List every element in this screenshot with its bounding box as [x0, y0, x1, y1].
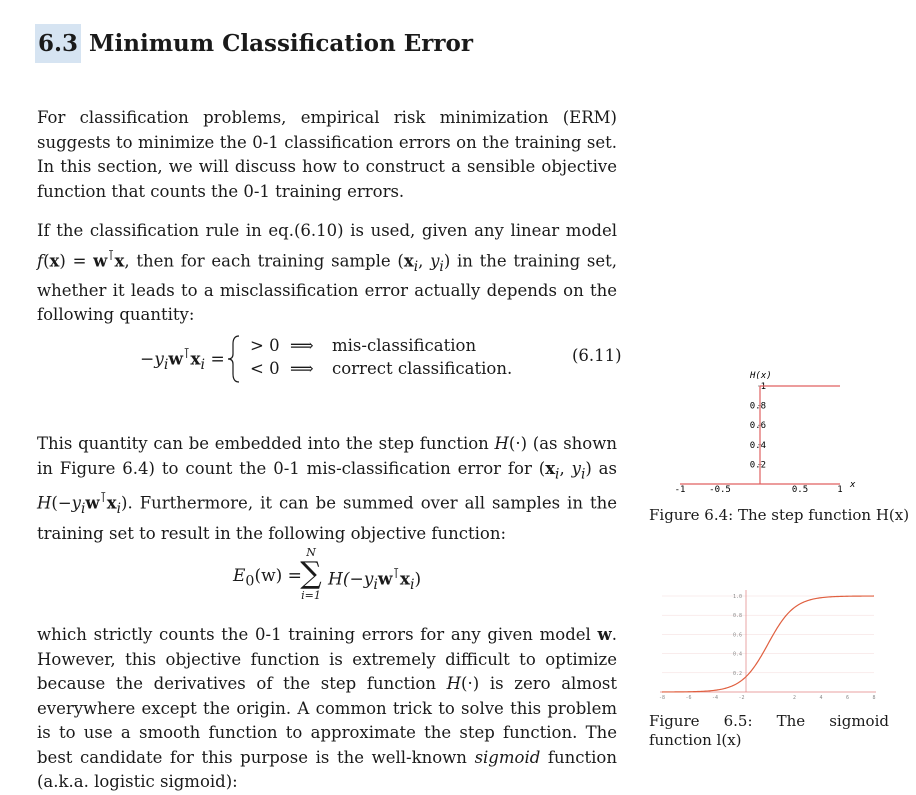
sigmoid-xtick-label: 8	[872, 695, 876, 701]
step-xtick-label: -1	[674, 485, 686, 495]
step-ylabel: H(x)	[750, 371, 772, 381]
step-ytick-label: 0.4	[749, 440, 766, 451]
sigmoid-xtick-label: -8	[658, 695, 666, 701]
sigmoid-xtick-label: 2	[792, 695, 797, 701]
fig64-caption: Figure 6.4: The step function H(x)	[649, 506, 910, 524]
paragraph-erm: For classification problems, empirical risk minimization (ERM) suggests to minimize the 0-1 classification errors on the training set. In this section, we will discuss how to construct a sensible objective function that counts the 0-1 training errors.	[37, 108, 617, 201]
step-xtick-label: 0.5	[791, 485, 809, 495]
left-brace-icon	[225, 334, 245, 384]
section-number: 6.3	[35, 24, 81, 63]
sum-sigma-icon: ∑	[300, 556, 322, 591]
sigmoid-xtick-label: 4	[819, 695, 823, 701]
sigmoid-ytick-label: 0.2	[732, 670, 742, 677]
section-title: Minimum Classification Error	[89, 30, 473, 57]
step-ytick-label: 1	[760, 382, 766, 392]
sigmoid-curve	[662, 596, 874, 692]
eq611-case-1: > 0 ⟹ mis-classification	[250, 336, 477, 355]
objective-rhs: $H(-y_iw^⊺x_i)$	[328, 566, 422, 594]
sum-upper-limit: N	[306, 546, 316, 559]
step-ytick-label: 0.8	[749, 401, 766, 412]
objective-lhs: $E_0(w)$ =	[233, 566, 302, 590]
eq611-cases	[250, 334, 512, 380]
sigmoid-ytick-label: 0.6	[732, 632, 742, 639]
sigmoid-xtick-label: -2	[738, 695, 745, 701]
sigmoid-ytick-label: 0.8	[732, 613, 742, 620]
step-ytick-label: 0.2	[749, 460, 766, 471]
section-heading	[35, 30, 473, 57]
eq611-label: (6.11)	[572, 346, 622, 365]
sigmoid-xtick-label: 6	[845, 695, 850, 701]
sigmoid-ytick-label: 1.0	[732, 594, 742, 600]
paragraph-linear-model: If the classification rule in eq.(6.10) is used, given any linear model f(x) = w⊺x, then for each training sample ($x_i$, $y_i$) in the training set, whether it leads to a misclassification error actually depends on the following quantity:	[37, 221, 617, 325]
step-xtick-label: -0.5	[709, 485, 731, 495]
step-xlabel: x	[850, 480, 856, 490]
paragraph-step-function: This quantity can be embedded into the step function H(·) (as shown in Figure 6.4) to count the 0-1 mis-classification error for ($x_i$, $y_i$) as $H(-y_iw^⊺x_i)$. Furthermore, it can be summed over all samples in the training set to result in the following objective function:	[37, 434, 617, 543]
sum-lower-limit: i=1	[301, 589, 321, 602]
paragraph-sigmoid-intro: which strictly counts the 0-1 training errors for any given model w. However, this objective function is extremely difficult to optimize because the derivatives of the step function H(·) is zero almost everywhere except the origin. A common trick to solve this problem is to use a smooth function to approximate the step function. The best candidate for this purpose is the well-known sigmoid function (a.k.a. logistic sigmoid):	[37, 625, 617, 791]
eq611-case-2: < 0 ⟹ correct classification.	[250, 359, 513, 378]
step-xtick-label: 1	[837, 485, 843, 495]
fig65-caption: Figure 6.5: The sigmoid function l(x)	[649, 712, 889, 749]
eq611-lhs: $-y_iw^⊺x_i$ =	[140, 346, 225, 374]
step-ytick-label: 0.6	[749, 421, 766, 432]
sigmoid-ytick-label: 0.4	[732, 651, 742, 658]
sigmoid-xtick-label: -4	[711, 695, 719, 701]
summation	[296, 546, 326, 602]
sigmoid-xtick-label: -6	[685, 695, 692, 701]
sigmoid-chart	[650, 582, 886, 702]
step-function-chart	[640, 362, 905, 497]
